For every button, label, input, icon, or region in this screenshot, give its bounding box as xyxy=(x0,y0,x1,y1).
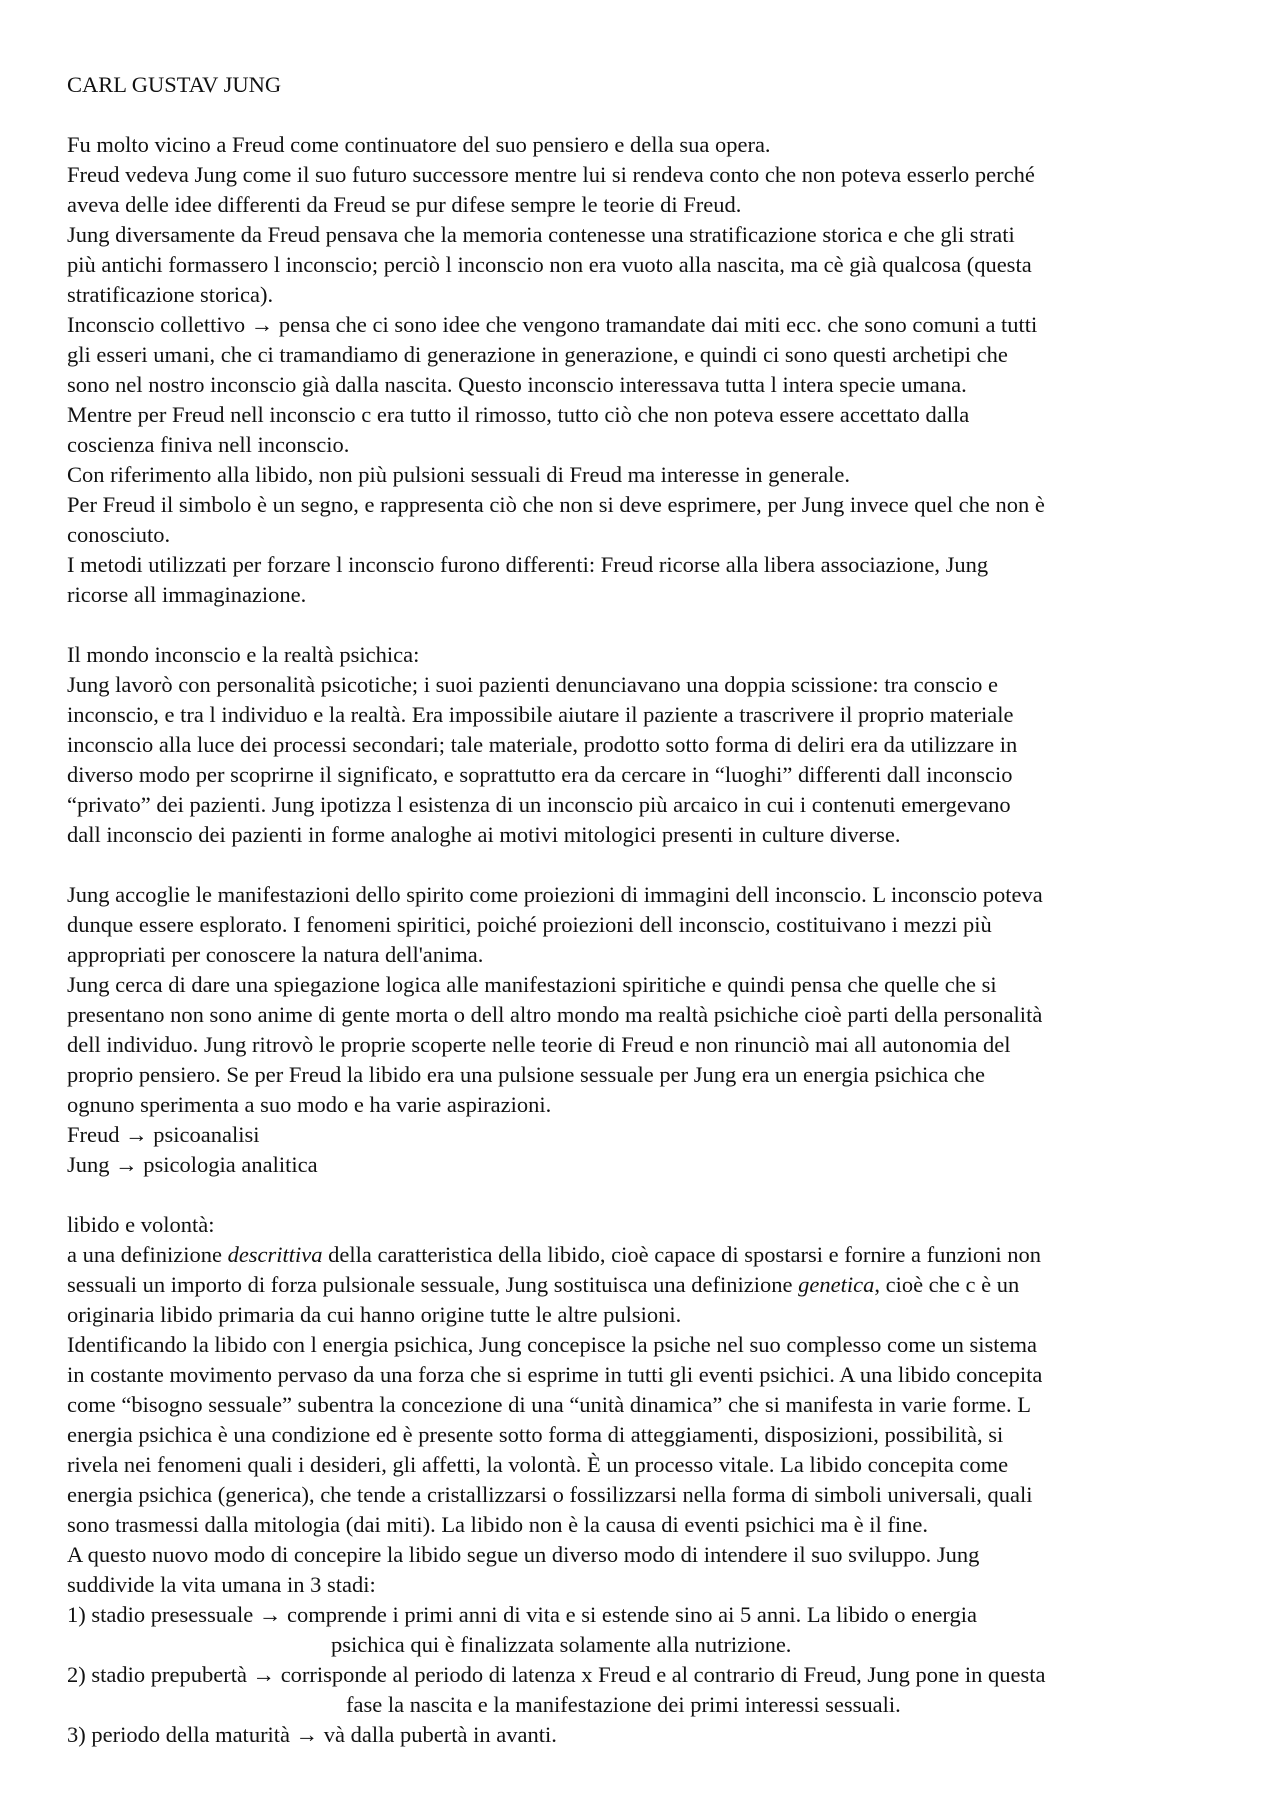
text-line: A questo nuovo modo di concepire la libido segue un diverso modo di intendere il suo sviluppo. Jung xyxy=(67,1542,980,1567)
spirito-section xyxy=(67,880,1217,1180)
text-line: Identificando la libido con l energia psichica, Jung concepisce la psiche nel suo complesso come un sistema xyxy=(67,1332,1037,1357)
list-item-continuation: fase la nascita e la manifestazione dei primi interessi sessuali. xyxy=(346,1692,901,1717)
text-line: Jung cerca di dare una spiegazione logica alle manifestazioni spiritiche e quindi pensa che quelle che si xyxy=(67,972,997,997)
spacer xyxy=(67,610,1217,640)
text-line xyxy=(67,1240,1217,1270)
text-line: Jung accoglie le manifestazioni dello spirito come proiezioni di immagini dell inconscio. L inconscio poteva xyxy=(67,882,1043,907)
text-line: sono trasmessi dalla mitologia (dai miti). La libido non è la causa di eventi psichici ma è il fine. xyxy=(67,1512,929,1537)
text-line: energia psichica è una condizione ed è presente sotto forma di atteggiamenti, disposizioni, possibilità, si xyxy=(67,1422,1004,1447)
text-line: aveva delle idee differenti da Freud se pur difese sempre le teorie di Freud. xyxy=(67,192,742,217)
intro-section xyxy=(67,130,1217,610)
text-line: inconscio alla luce dei processi secondari; tale materiale, prodotto sotto forma di deliri era da utilizzare in xyxy=(67,732,1018,757)
text-line: stratificazione storica). xyxy=(67,282,274,307)
text-line: dall inconscio dei pazienti in forme analoghe ai motivi mitologici presenti in culture diverse. xyxy=(67,822,901,847)
text-line: energia psichica (generica), che tende a cristallizzarsi o fossilizzarsi nella forma di simboli universali, quali xyxy=(67,1482,1033,1507)
list-item-text: corrisponde al periodo di latenza x Freud e al contrario di Freud, Jung pone in questa xyxy=(280,1662,1046,1687)
text-run: , cioè che c è un xyxy=(874,1272,1020,1297)
text-line: ognuno sperimenta a suo modo e ha varie aspirazioni. xyxy=(67,1092,552,1117)
list-item-lead: 2) stadio prepubertà → xyxy=(67,1662,281,1687)
text-line: inconscio, e tra l individuo e la realtà. Era impossibile aiutare il paziente a trascrivere il proprio materiale xyxy=(67,702,1014,727)
list-item-first-line xyxy=(67,1720,1217,1750)
libido-section xyxy=(67,1210,1217,1600)
text-line: Jung lavorò con personalità psicotiche; i suoi pazienti denunciavano una doppia scissione: tra conscio e xyxy=(67,672,998,697)
text-line: presentano non sono anime di gente morta o dell altro mondo ma realtà psichiche cioè parti della personalità xyxy=(67,1002,1043,1027)
text-line: come “bisogno sessuale” subentra la concezione di una “unità dinamica” che si manifesta in varie forme. L xyxy=(67,1392,1031,1417)
text-line: Inconscio collettivo → pensa che ci sono idee che vengono tramandate dai miti ecc. che sono comuni a tutti xyxy=(67,312,1038,337)
text-line: Freud vedeva Jung come il suo futuro successore mentre lui si rendeva conto che non poteva esserlo perché xyxy=(67,162,1035,187)
section-heading: Il mondo inconscio e la realtà psichica: xyxy=(67,642,420,667)
document-title: CARL GUSTAV JUNG xyxy=(67,72,282,97)
text-line: diverso modo per scoprirne il significato, e soprattutto era da cercare in “luoghi” differenti dall inconscio xyxy=(67,762,1013,787)
text-line: Freud → psicoanalisi xyxy=(67,1122,260,1147)
text-line: suddivide la vita umana in 3 stadi: xyxy=(67,1572,376,1597)
text-line: più antichi formassero l inconscio; perciò l inconscio non era vuoto alla nascita, ma cè già qualcosa (questa xyxy=(67,252,1032,277)
text-line: Mentre per Freud nell inconscio c era tutto il rimosso, tutto ciò che non poteva essere accettato dalla xyxy=(67,402,970,427)
list-item-lead: 1) stadio presessuale → xyxy=(67,1602,287,1627)
text-line: in costante movimento pervaso da una forza che si esprime in tutti gli eventi psichici. A una libido concepita xyxy=(67,1362,1043,1387)
list-item xyxy=(67,1600,1217,1660)
document-page xyxy=(67,70,1217,1750)
text-line: dell individuo. Jung ritrovò le proprie scoperte nelle teorie di Freud e non rinunciò mai all autonomia del xyxy=(67,1032,1011,1057)
mondo-section xyxy=(67,640,1217,850)
text-line: gli esseri umani, che ci tramandiamo di generazione in generazione, e quindi ci sono questi archetipi che xyxy=(67,342,1008,367)
spacer xyxy=(67,850,1217,880)
text-line: Jung diversamente da Freud pensava che la memoria contenesse una stratificazione storica e che gli strati xyxy=(67,222,1015,247)
text-line: sono nel nostro inconscio già dalla nascita. Questo inconscio interessava tutta l intera specie umana. xyxy=(67,372,967,397)
text-line: rivela nei fenomeni quali i desideri, gli affetti, la volontà. È un processo vitale. La libido concepita come xyxy=(67,1452,1009,1477)
text-line: I metodi utilizzati per forzare l inconscio furono differenti: Freud ricorse alla libera associazione, Jung xyxy=(67,552,989,577)
text-line: originaria libido primaria da cui hanno origine tutte le altre pulsioni. xyxy=(67,1302,682,1327)
text-line: Per Freud il simbolo è un segno, e rappresenta ciò che non si deve esprimere, per Jung invece quel che non è xyxy=(67,492,1045,517)
text-line: Fu molto vicino a Freud come continuatore del suo pensiero e della sua opera. xyxy=(67,132,771,157)
list-item-continuation: psichica qui è finalizzata solamente alla nutrizione. xyxy=(331,1632,792,1657)
emphasis: genetica xyxy=(798,1272,875,1297)
emphasis: descrittiva xyxy=(227,1242,323,1267)
text-line: coscienza finiva nell inconscio. xyxy=(67,432,350,457)
text-line: Con riferimento alla libido, non più pulsioni sessuali di Freud ma interesse in generale. xyxy=(67,462,850,487)
list-item xyxy=(67,1720,1217,1750)
list-item xyxy=(67,1660,1217,1720)
spacer xyxy=(67,1180,1217,1210)
text-line: appropriati per conoscere la natura dell'anima. xyxy=(67,942,484,967)
text-run: della caratteristica della libido, cioè capace di spostarsi e fornire a funzioni non xyxy=(322,1242,1041,1267)
list-item-lead: 3) periodo della maturità → xyxy=(67,1722,324,1747)
list-item-text: comprende i primi anni di vita e si estende sino ai 5 anni. La libido o energia xyxy=(286,1602,977,1627)
text-line xyxy=(67,1270,1217,1300)
text-run: sessuali un importo di forza pulsionale sessuale, Jung sostituisca una definizione xyxy=(67,1272,799,1297)
text-line: proprio pensiero. Se per Freud la libido era una pulsione sessuale per Jung era un energia psichica che xyxy=(67,1062,986,1087)
spacer xyxy=(67,100,1217,130)
text-run: a una definizione xyxy=(67,1242,228,1267)
section-heading: libido e volontà: xyxy=(67,1212,215,1237)
list-item-first-line xyxy=(67,1600,1217,1630)
text-line: Jung → psicologia analitica xyxy=(67,1152,318,1177)
text-line: ricorse all immaginazione. xyxy=(67,582,307,607)
text-line: “privato” dei pazienti. Jung ipotizza l esistenza di un inconscio più arcaico in cui i contenuti emergevano xyxy=(67,792,1011,817)
text-line: conosciuto. xyxy=(67,522,171,547)
list-item-text: và dalla pubertà in avanti. xyxy=(323,1722,557,1747)
stadi-list xyxy=(67,1600,1217,1750)
list-item-first-line xyxy=(67,1660,1217,1690)
text-line: dunque essere esplorato. I fenomeni spiritici, poiché proiezioni dell inconscio, costituivano i mezzi più xyxy=(67,912,992,937)
